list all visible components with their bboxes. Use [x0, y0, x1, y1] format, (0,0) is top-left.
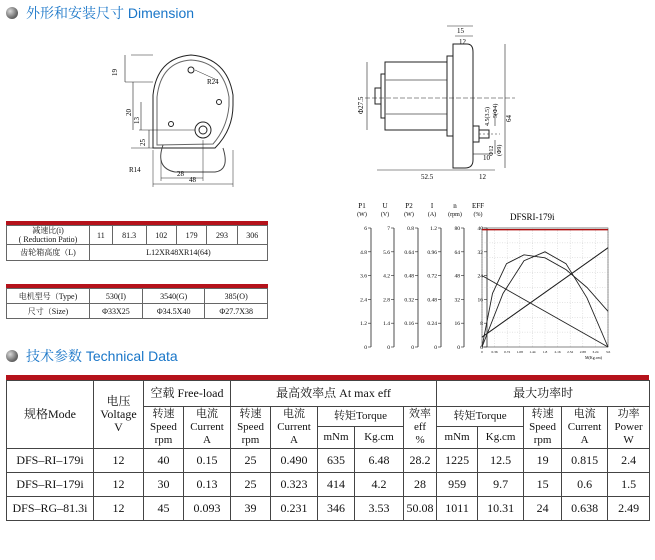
header-free-load: 空载 Free-load — [144, 381, 231, 407]
dim-13: 13 — [133, 117, 141, 124]
model-size-value: Φ27.7X38 — [205, 304, 268, 319]
x-tick-label: 2.52 — [567, 350, 574, 354]
value-cell: 15 — [524, 473, 562, 497]
axis-tick-label: 6 — [364, 226, 367, 232]
value-cell: 0.323 — [271, 473, 318, 497]
axis-tick-label: 0.48 — [404, 273, 414, 280]
axis-tick-label: 0 — [387, 345, 390, 351]
x-tick-label: 0.36 — [491, 350, 498, 354]
value-cell: 0.231 — [271, 497, 318, 521]
header-mnm: mNm — [318, 427, 355, 449]
value-cell: 346 — [318, 497, 355, 521]
axis-name-label: n — [453, 202, 457, 210]
axis-tick-label: 16 — [477, 297, 483, 304]
axis-tick-label: 2.8 — [383, 297, 390, 304]
value-cell: 0.490 — [271, 449, 318, 473]
axis-tick-label: 16 — [454, 321, 460, 328]
dim-15: 15 — [457, 27, 464, 35]
axis-name-label: I — [430, 202, 434, 210]
axis-tick-label: 1.2 — [360, 321, 367, 328]
axis-tick-label: 32 — [477, 249, 483, 256]
table-row — [7, 497, 650, 521]
axis-name-label: U — [382, 202, 388, 210]
value-cell: 6.48 — [355, 449, 404, 473]
technical-section-header — [6, 346, 178, 366]
value-cell: 12 — [94, 449, 144, 473]
value-cell: 0.13 — [184, 473, 231, 497]
dim-28: 28 — [177, 170, 184, 178]
value-cell: 414 — [318, 473, 355, 497]
axis-unit-label: (W) — [404, 212, 414, 218]
dimension-section-header — [6, 3, 194, 23]
model-size-value: Φ33X25 — [90, 304, 143, 319]
x-axis-label: M(Kg.cm) — [585, 355, 602, 360]
header-kgcm: Kg.cm — [478, 427, 524, 449]
value-cell: 19 — [524, 449, 562, 473]
axis-tick-label: 0.24 — [427, 321, 437, 328]
axis-tick-label: 0.72 — [427, 273, 437, 280]
axis-unit-label: (A) — [427, 212, 437, 218]
value-cell: 1.5 — [608, 473, 650, 497]
value-cell: 0.638 — [562, 497, 608, 521]
header-speed: 转速 Speed rpm — [144, 407, 184, 449]
model-cell: DFS–RI–179i — [7, 473, 94, 497]
axis-tick-label: 40 — [477, 226, 483, 232]
table-row — [7, 473, 650, 497]
dim-12-bottom: 12 — [479, 173, 486, 181]
model-size-value: Φ34.5X40 — [142, 304, 205, 319]
ratio-label-cell — [7, 226, 90, 245]
axis-tick-label: 8 — [480, 321, 483, 328]
header-current: 电流 Current A — [562, 407, 608, 449]
axis-tick-label: 0.16 — [404, 321, 414, 328]
model-cell: DFS–RI–179i — [7, 449, 94, 473]
value-cell: 4.2 — [355, 473, 404, 497]
table-row — [7, 449, 650, 473]
value-cell: 0.093 — [184, 497, 231, 521]
header-speed: 转速 Speed rpm — [524, 407, 562, 449]
motor-side-view-drawing — [355, 22, 550, 182]
dim-10: 10 — [483, 154, 490, 162]
dim-20: 20 — [125, 109, 133, 116]
x-tick-label: 1.08 — [516, 350, 523, 354]
value-cell: 28.2 — [404, 449, 437, 473]
value-cell: 3.53 — [355, 497, 404, 521]
dim-48: 48 — [189, 176, 196, 184]
axis-name-label: EFF — [471, 202, 485, 210]
value-cell: 635 — [318, 449, 355, 473]
axis-tick-label: 4.2 — [383, 273, 390, 280]
performance-chart — [352, 200, 617, 360]
header-voltage: 电压 Voltage V — [94, 381, 144, 449]
value-cell: 0.6 — [562, 473, 608, 497]
axis-tick-label: 1.2 — [430, 226, 437, 232]
header-current: 电流 Current A — [271, 407, 318, 449]
ratio-value: 306 — [237, 226, 267, 245]
axis-tick-label: 4.8 — [360, 249, 367, 256]
header-model: 规格Mode — [7, 381, 94, 449]
ratio-value: 11 — [90, 226, 113, 245]
ratio-value: 81.3 — [112, 226, 146, 245]
model-type-value: 385(O) — [205, 289, 268, 304]
dim-12: 12 — [459, 38, 466, 46]
x-tick-label: 0 — [481, 350, 483, 354]
model-type-label: 电机型号（Type) — [7, 289, 90, 304]
dim-phi12: Φ12 — [489, 145, 495, 156]
header-torque: 转矩Torque — [437, 407, 524, 427]
value-cell: 39 — [231, 497, 271, 521]
model-size-label: 尺寸（Size) — [7, 304, 90, 319]
axis-tick-label: 0.8 — [407, 226, 414, 232]
header-current: 电流 Current A — [184, 407, 231, 449]
x-tick-label: 1.8 — [542, 350, 548, 354]
axis-tick-label: 0 — [411, 345, 414, 351]
bullet-icon — [6, 7, 18, 19]
axis-tick-label: 0 — [434, 345, 437, 351]
axis-tick-label: 80 — [454, 226, 460, 232]
value-cell: 1225 — [437, 449, 478, 473]
model-type-value: 530(I) — [90, 289, 143, 304]
axis-unit-label: (%) — [473, 212, 483, 218]
value-cell: 9.7 — [478, 473, 524, 497]
technical-data-table — [6, 380, 650, 521]
axis-unit-label: (W) — [357, 212, 367, 218]
value-cell: 2.4 — [608, 449, 650, 473]
value-cell: 10.31 — [478, 497, 524, 521]
x-tick-label: 3.6 — [605, 350, 611, 354]
axis-tick-label: 1.4 — [383, 321, 390, 328]
axis-tick-label: 2.4 — [360, 297, 367, 304]
gearbox-front-view-drawing — [105, 40, 270, 190]
axis-tick-label: 0.48 — [427, 297, 437, 304]
header-torque: 转矩Torque — [318, 407, 404, 427]
gearbox-height-label: 齿轮箱高度（L) — [7, 245, 90, 261]
header-power: 功率 Power W — [608, 407, 650, 449]
value-cell: 28 — [404, 473, 437, 497]
header-kgcm: Kg.cm — [355, 427, 404, 449]
bullet-icon — [6, 350, 18, 362]
axis-tick-label: 48 — [454, 273, 460, 280]
ratio-value: 102 — [146, 226, 176, 245]
x-tick-label: 3.24 — [592, 350, 599, 354]
x-tick-label: 2.16 — [554, 350, 561, 354]
axis-tick-label: 3.6 — [360, 273, 367, 280]
value-cell: 24 — [524, 497, 562, 521]
ratio-value: 179 — [176, 226, 206, 245]
axis-tick-label: 0 — [457, 345, 460, 351]
dim-r14: R14 — [129, 166, 141, 174]
header-mnm: mNm — [437, 427, 478, 449]
value-cell: 0.815 — [562, 449, 608, 473]
reduction-ratio-table — [6, 225, 268, 261]
value-cell: 40 — [144, 449, 184, 473]
value-cell: 12.5 — [478, 449, 524, 473]
gearbox-height-value: L12XR48XR14(64) — [90, 245, 268, 261]
value-cell: 0.15 — [184, 449, 231, 473]
axis-tick-label: 24 — [477, 273, 483, 280]
value-cell: 25 — [231, 473, 271, 497]
ratio-label-en: ( Reduction Patio) — [18, 235, 78, 244]
value-cell: 30 — [144, 473, 184, 497]
header-efficiency: 效率 eff % — [404, 407, 437, 449]
axis-tick-label: 0 — [364, 345, 367, 351]
header-max-eff: 最高效率点 At max eff — [231, 381, 437, 407]
dim-25: 25 — [139, 139, 147, 146]
dim-64: 64 — [505, 115, 513, 122]
dim-52-5: 52.5 — [421, 173, 434, 181]
model-type-value: 3540(G) — [142, 289, 205, 304]
dim-19: 19 — [111, 69, 119, 76]
motor-model-table — [6, 288, 268, 319]
dim-phi9: (Φ9) — [497, 144, 503, 156]
value-cell: 25 — [231, 449, 271, 473]
axis-tick-label: 0.64 — [404, 249, 414, 256]
axis-unit-label: (V) — [380, 212, 390, 218]
axis-tick-label: 32 — [454, 297, 460, 304]
value-cell: 959 — [437, 473, 478, 497]
technical-title: 技术参数 Technical Data — [26, 348, 178, 364]
dim-4-5: 4.5(3.5) — [485, 107, 491, 126]
value-cell: 12 — [94, 497, 144, 521]
header-max-power: 最大功率时 — [437, 381, 650, 407]
dimension-title: 外形和安装尺寸 Dimension — [26, 5, 195, 21]
value-cell: 1011 — [437, 497, 478, 521]
value-cell: 50.08 — [404, 497, 437, 521]
ratio-label-cn: 减速比(i) — [32, 226, 64, 235]
axis-tick-label: 0 — [480, 345, 483, 351]
value-cell: 2.49 — [608, 497, 650, 521]
axis-name-label: P1 — [358, 202, 366, 210]
header-speed: 转速 Speed rpm — [231, 407, 271, 449]
dim-r24: R24 — [207, 78, 219, 86]
axis-tick-label: 64 — [454, 249, 460, 256]
dim-phi5: 5(Φ4) — [493, 103, 499, 118]
axis-name-label: P2 — [405, 202, 413, 210]
x-tick-label: 1.44 — [529, 350, 536, 354]
axis-tick-label: 0.96 — [427, 249, 437, 256]
x-tick-label: 2.88 — [579, 350, 586, 354]
axis-tick-label: 7 — [387, 226, 390, 232]
ratio-value: 293 — [207, 226, 237, 245]
x-tick-label: 0.72 — [504, 350, 511, 354]
model-cell: DFS–RG–81.3i — [7, 497, 94, 521]
axis-tick-label: 5.6 — [383, 249, 390, 256]
value-cell: 45 — [144, 497, 184, 521]
axis-tick-label: 0.32 — [404, 297, 414, 304]
chart-title: DFSRI-179i — [510, 212, 555, 222]
value-cell: 12 — [94, 473, 144, 497]
dim-dia-27-5: Φ27.5 — [357, 96, 365, 114]
axis-unit-label: (rpm) — [448, 212, 462, 218]
